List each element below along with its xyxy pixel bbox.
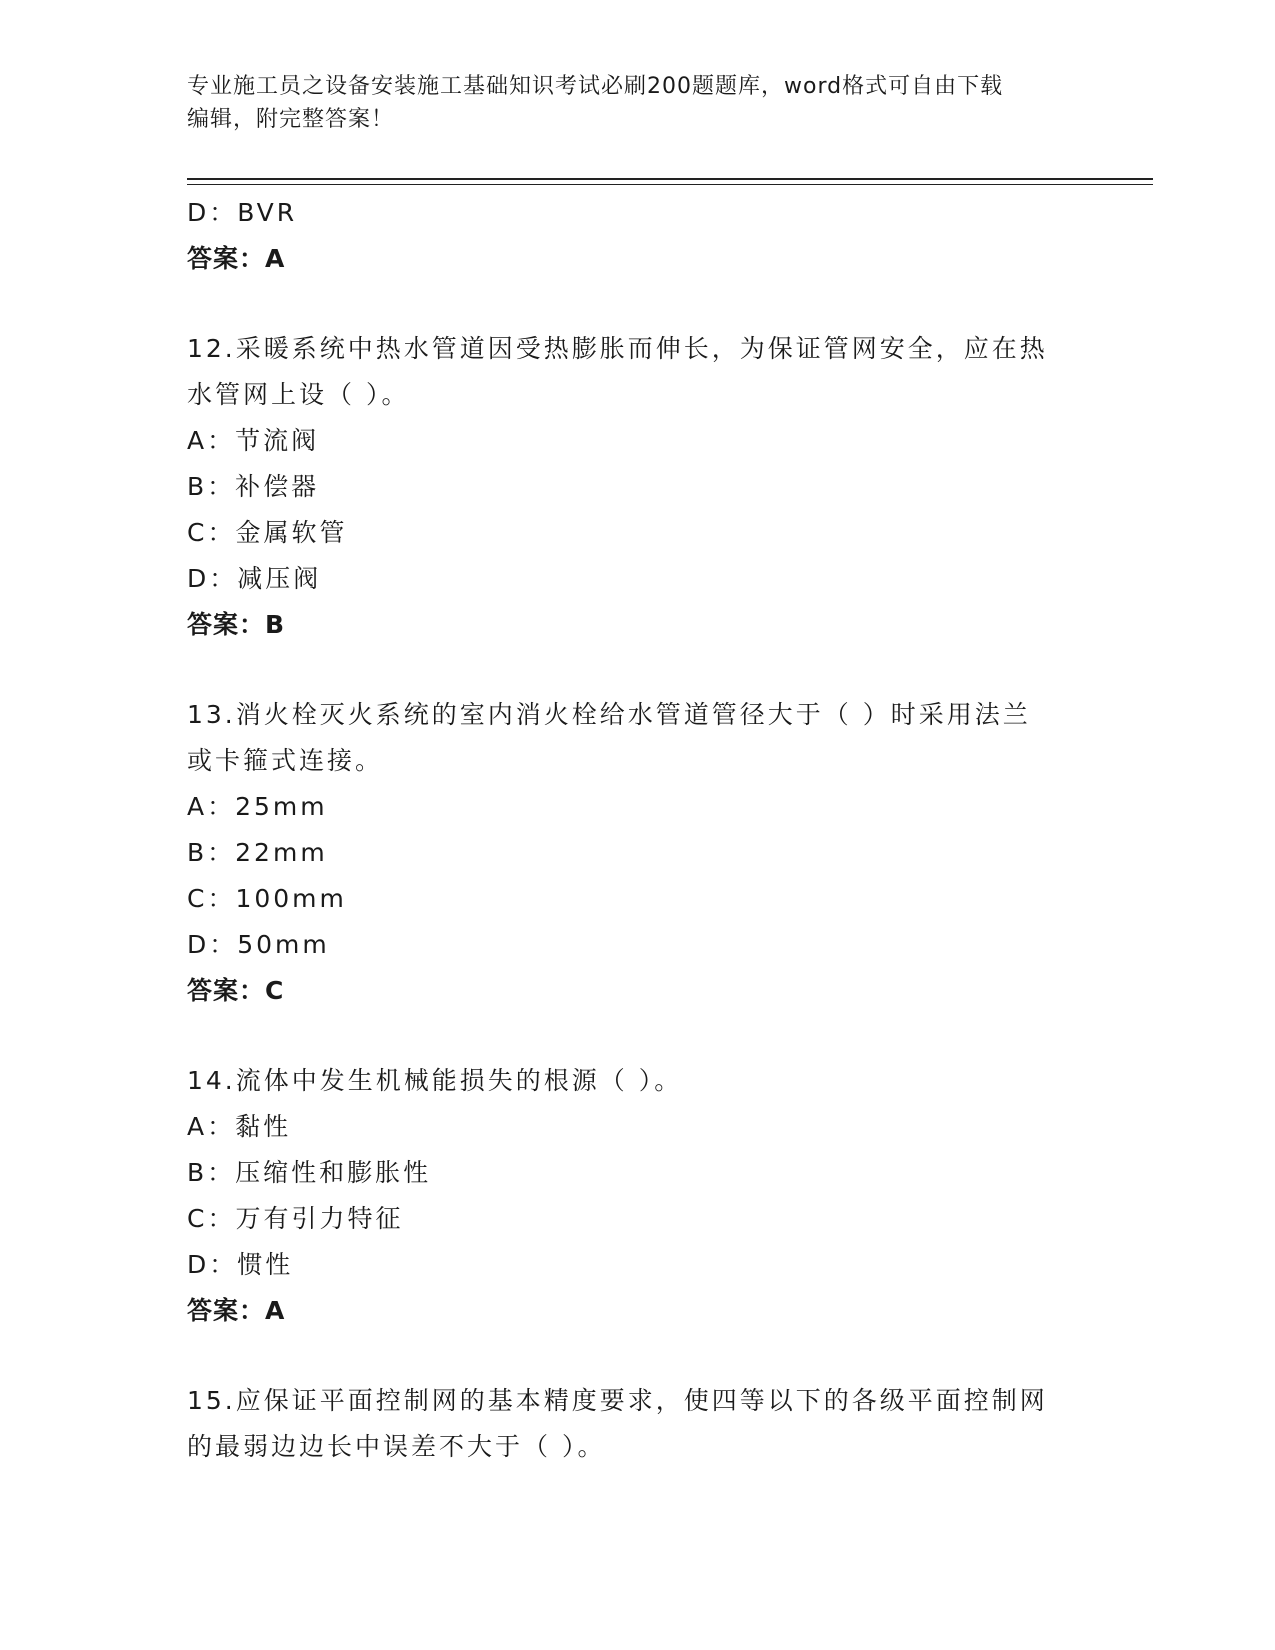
question-15-text-line-1: 15.应保证平面控制网的基本精度要求，使四等以下的各级平面控制网: [187, 1386, 1048, 1415]
question-14-option-c: C：万有引力特征: [187, 1204, 404, 1233]
question-12-answer: 答案：B: [187, 610, 286, 639]
question-13-option-c: C：100mm: [187, 884, 347, 913]
question-15-text-line-2: 的最弱边边长中误差不大于（ ）。: [187, 1432, 606, 1461]
question-12-option-a: A：节流阀: [187, 426, 320, 455]
question-14-option-b: B：压缩性和膨胀性: [187, 1158, 432, 1187]
header-divider-thick: [187, 178, 1153, 180]
question-14: [187, 1058, 1087, 1334]
question-14-option-d: D：惯性: [187, 1250, 294, 1279]
question-12-text-line-2: 水管网上设（ ）。: [187, 380, 410, 409]
question-12-text-line-1: 12.采暖系统中热水管道因受热膨胀而伸长，为保证管网安全，应在热: [187, 334, 1048, 363]
document-body: [187, 190, 1087, 1470]
question-13-option-a: A：25mm: [187, 792, 328, 821]
question-15: [187, 1378, 1087, 1470]
question-14-answer: 答案：A: [187, 1296, 286, 1325]
question-14-option-a: A：黏性: [187, 1112, 292, 1141]
header-line-1: 专业施工员之设备安装施工基础知识考试必刷200题题库，word格式可自由下载: [187, 74, 1004, 99]
header-divider-thin: [187, 184, 1153, 185]
question-12: [187, 326, 1087, 648]
question-12-option-c: C：金属软管: [187, 518, 348, 547]
document-header: [187, 70, 1087, 136]
question-13-text-line-1: 13.消火栓灭火系统的室内消火栓给水管道管径大于（ ）时采用法兰: [187, 700, 1031, 729]
q11-option-d: D：BVR: [187, 198, 298, 227]
question-13-answer: 答案：C: [187, 976, 285, 1005]
question-13-text-line-2: 或卡箍式连接。: [187, 746, 384, 775]
question-13: [187, 692, 1087, 1014]
q11-answer: 答案：A: [187, 244, 286, 273]
question-13-option-d: D：50mm: [187, 930, 330, 959]
question-13-option-b: B：22mm: [187, 838, 328, 867]
header-line-2: 编辑，附完整答案！: [187, 107, 395, 132]
question-12-option-b: B：补偿器: [187, 472, 320, 501]
question-12-option-d: D：减压阀: [187, 564, 322, 593]
question-14-text-line-1: 14.流体中发生机械能损失的根源（ ）。: [187, 1066, 683, 1095]
